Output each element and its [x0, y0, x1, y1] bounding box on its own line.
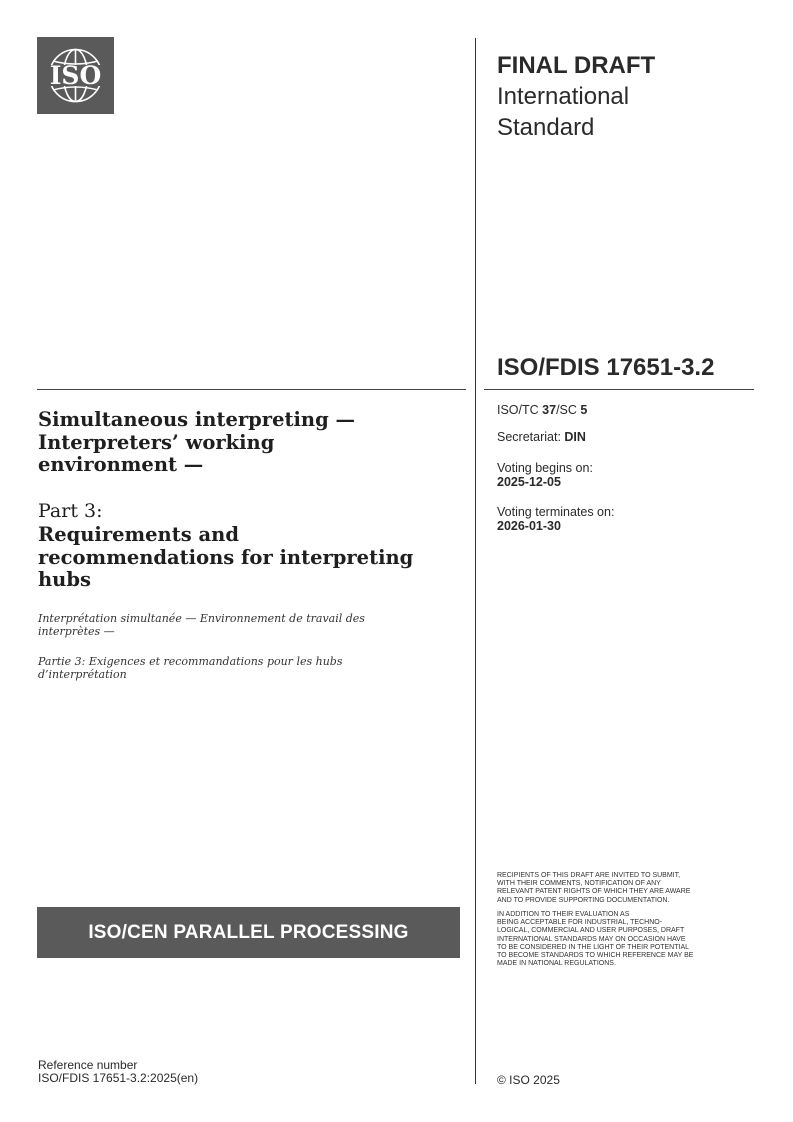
french-part-title — [38, 656, 418, 681]
french-part-line: Partie 3: Exigences et recommandations pour les hubs — [38, 655, 343, 668]
standard-type-line1: International — [497, 83, 630, 110]
reference-number — [38, 1059, 198, 1084]
part-title — [38, 524, 438, 592]
main-title-line: Simultaneous interpreting — — [38, 408, 355, 431]
part-title-line: recommendations for interpreting — [38, 545, 414, 569]
voting-ends-date: 2026-01-30 — [497, 519, 561, 533]
part-label: Part 3: — [38, 500, 103, 522]
secretariat-value: DIN — [564, 430, 586, 444]
committee-info — [497, 403, 587, 417]
voting-begins-date: 2025-12-05 — [497, 475, 561, 489]
reference-label: Reference number — [38, 1058, 138, 1072]
sc-number: 5 — [580, 403, 588, 417]
document-stage — [497, 50, 747, 143]
french-title-line: Interprétation simultanée — Environnement de travail des — [38, 612, 365, 625]
part-title-line: Requirements and — [38, 523, 239, 546]
reference-value: ISO/FDIS 17651-3.2:2025(en) — [38, 1070, 199, 1085]
french-title-line: interprètes — — [38, 624, 115, 638]
evaluation-notice: IN ADDITION TO THEIR EVALUATION AS BEING ACCEPTABLE FOR INDUSTRIAL, TECHNO- LOGICAL, COMMERCIAL AND USER PURPOSES, DRAFT INTERNATIONAL STANDARDS MAY ON OCCASION HAVE TO BE CONSIDERED IN THE LIGHT OF THEIR POTENTIAL TO BECOME STANDARDS TO WHICH REFERENCE MAY BE MADE IN NATIONAL REGULATIONS. — [497, 911, 694, 968]
french-part-line: d’interprétation — [38, 667, 127, 681]
globe-icon — [37, 37, 114, 114]
parallel-processing-banner — [37, 907, 460, 958]
tc-prefix: ISO/TC — [497, 403, 543, 417]
final-draft-label: FINAL DRAFT — [497, 52, 656, 79]
iso-logo — [37, 37, 114, 114]
standard-type-line2: Standard — [497, 114, 595, 141]
logo-text: ISO — [49, 61, 102, 90]
right-divider — [484, 389, 754, 390]
secretariat-info — [497, 430, 586, 444]
main-title-line: environment — — [38, 453, 204, 476]
main-title-line: Interpreters’ working — [38, 430, 275, 454]
voting-begins-label: Voting begins on: — [497, 461, 593, 475]
banner-text: ISO/CEN PARALLEL PROCESSING — [88, 921, 409, 943]
secretariat-label: Secretariat: — [497, 430, 565, 444]
voting-ends — [497, 505, 614, 533]
tc-number: 37 — [542, 403, 557, 417]
document-number: ISO/FDIS 17651-3.2 — [497, 354, 715, 381]
part-title-line: hubs — [38, 568, 91, 591]
main-title — [38, 409, 438, 477]
french-title — [38, 613, 418, 638]
left-divider — [37, 389, 466, 390]
patent-notice: RECIPIENTS OF THIS DRAFT ARE INVITED TO SUBMIT, WITH THEIR COMMENTS, NOTIFICATION OF ANY RELEVANT PATENT RIGHTS OF WHICH THEY ARE AWARE AND TO PROVIDE SUPPORTING DOCUMENTATION. — [497, 872, 691, 904]
voting-begins — [497, 461, 593, 489]
voting-ends-label: Voting terminates on: — [497, 505, 615, 519]
vertical-divider — [475, 38, 476, 1084]
copyright: © ISO 2025 — [497, 1073, 560, 1087]
sc-prefix: /SC — [556, 403, 581, 417]
